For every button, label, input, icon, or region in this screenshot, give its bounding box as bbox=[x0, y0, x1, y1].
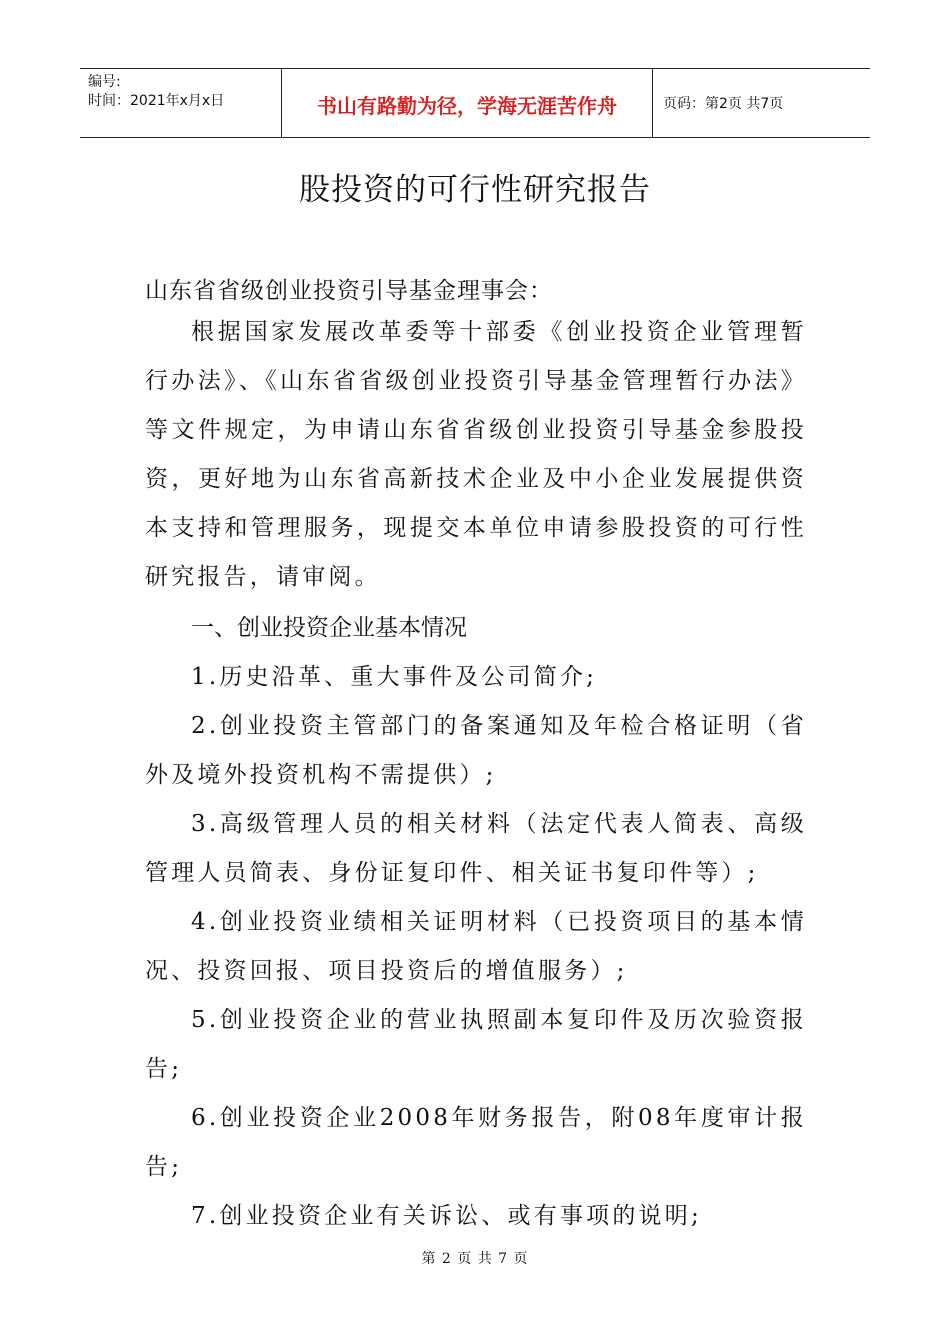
document-body bbox=[145, 308, 807, 1241]
header-meta bbox=[80, 69, 282, 137]
header-page-info: 页码：第2页 共7页 bbox=[663, 96, 784, 112]
document-header bbox=[80, 68, 870, 138]
list-item: 3.高级管理人员的相关材料（法定代表人简表、高级管理人员简表、身份证复印件、相关证书复印件等）; bbox=[145, 811, 807, 886]
time-label: 时间：2021年x月x日 bbox=[88, 93, 225, 109]
code-label: 编号: bbox=[88, 74, 121, 90]
list-item: 5.创业投资企业的营业执照副本复印件及历次验资报告; bbox=[145, 1007, 807, 1082]
list-item: 2.创业投资主管部门的备案通知及年检合格证明（省外及境外投资机构不需提供）; bbox=[145, 713, 807, 788]
list-item: 6.创业投资企业2008年财务报告，附08年度审计报告; bbox=[145, 1105, 807, 1180]
intro-paragraph: 根据国家发展改革委等十部委《创业投资企业管理暂行办法》、《山东省省级创业投资引导基金管理暂行办法》等文件规定，为申请山东省省级创业投资引导基金参股投资，更好地为山东省高新技术企业及中小企业发展提供资本支持和管理服务，现提交本单位申请参股投资的可行性研究报告，请审阅。 bbox=[145, 319, 807, 590]
document-title: 股投资的可行性研究报告 bbox=[299, 172, 651, 208]
list-item: 1.历史沿革、重大事件及公司简介; bbox=[191, 664, 598, 690]
list-item: 4.创业投资业绩相关证明材料（已投资项目的基本情况、投资回报、项目投资后的增值服务）; bbox=[145, 909, 807, 984]
header-motto: 书山有路勤为径，学海无涯苦作舟 bbox=[282, 69, 653, 137]
list-item: 7.创业投资企业有关诉讼、或有事项的说明; bbox=[191, 1203, 702, 1229]
section-heading: 一、创业投资企业基本情况 bbox=[191, 615, 467, 641]
salutation: 山东省省级创业投资引导基金理事会： bbox=[145, 278, 553, 304]
page-footer: 第 2 页 共 7 页 bbox=[421, 1251, 529, 1267]
